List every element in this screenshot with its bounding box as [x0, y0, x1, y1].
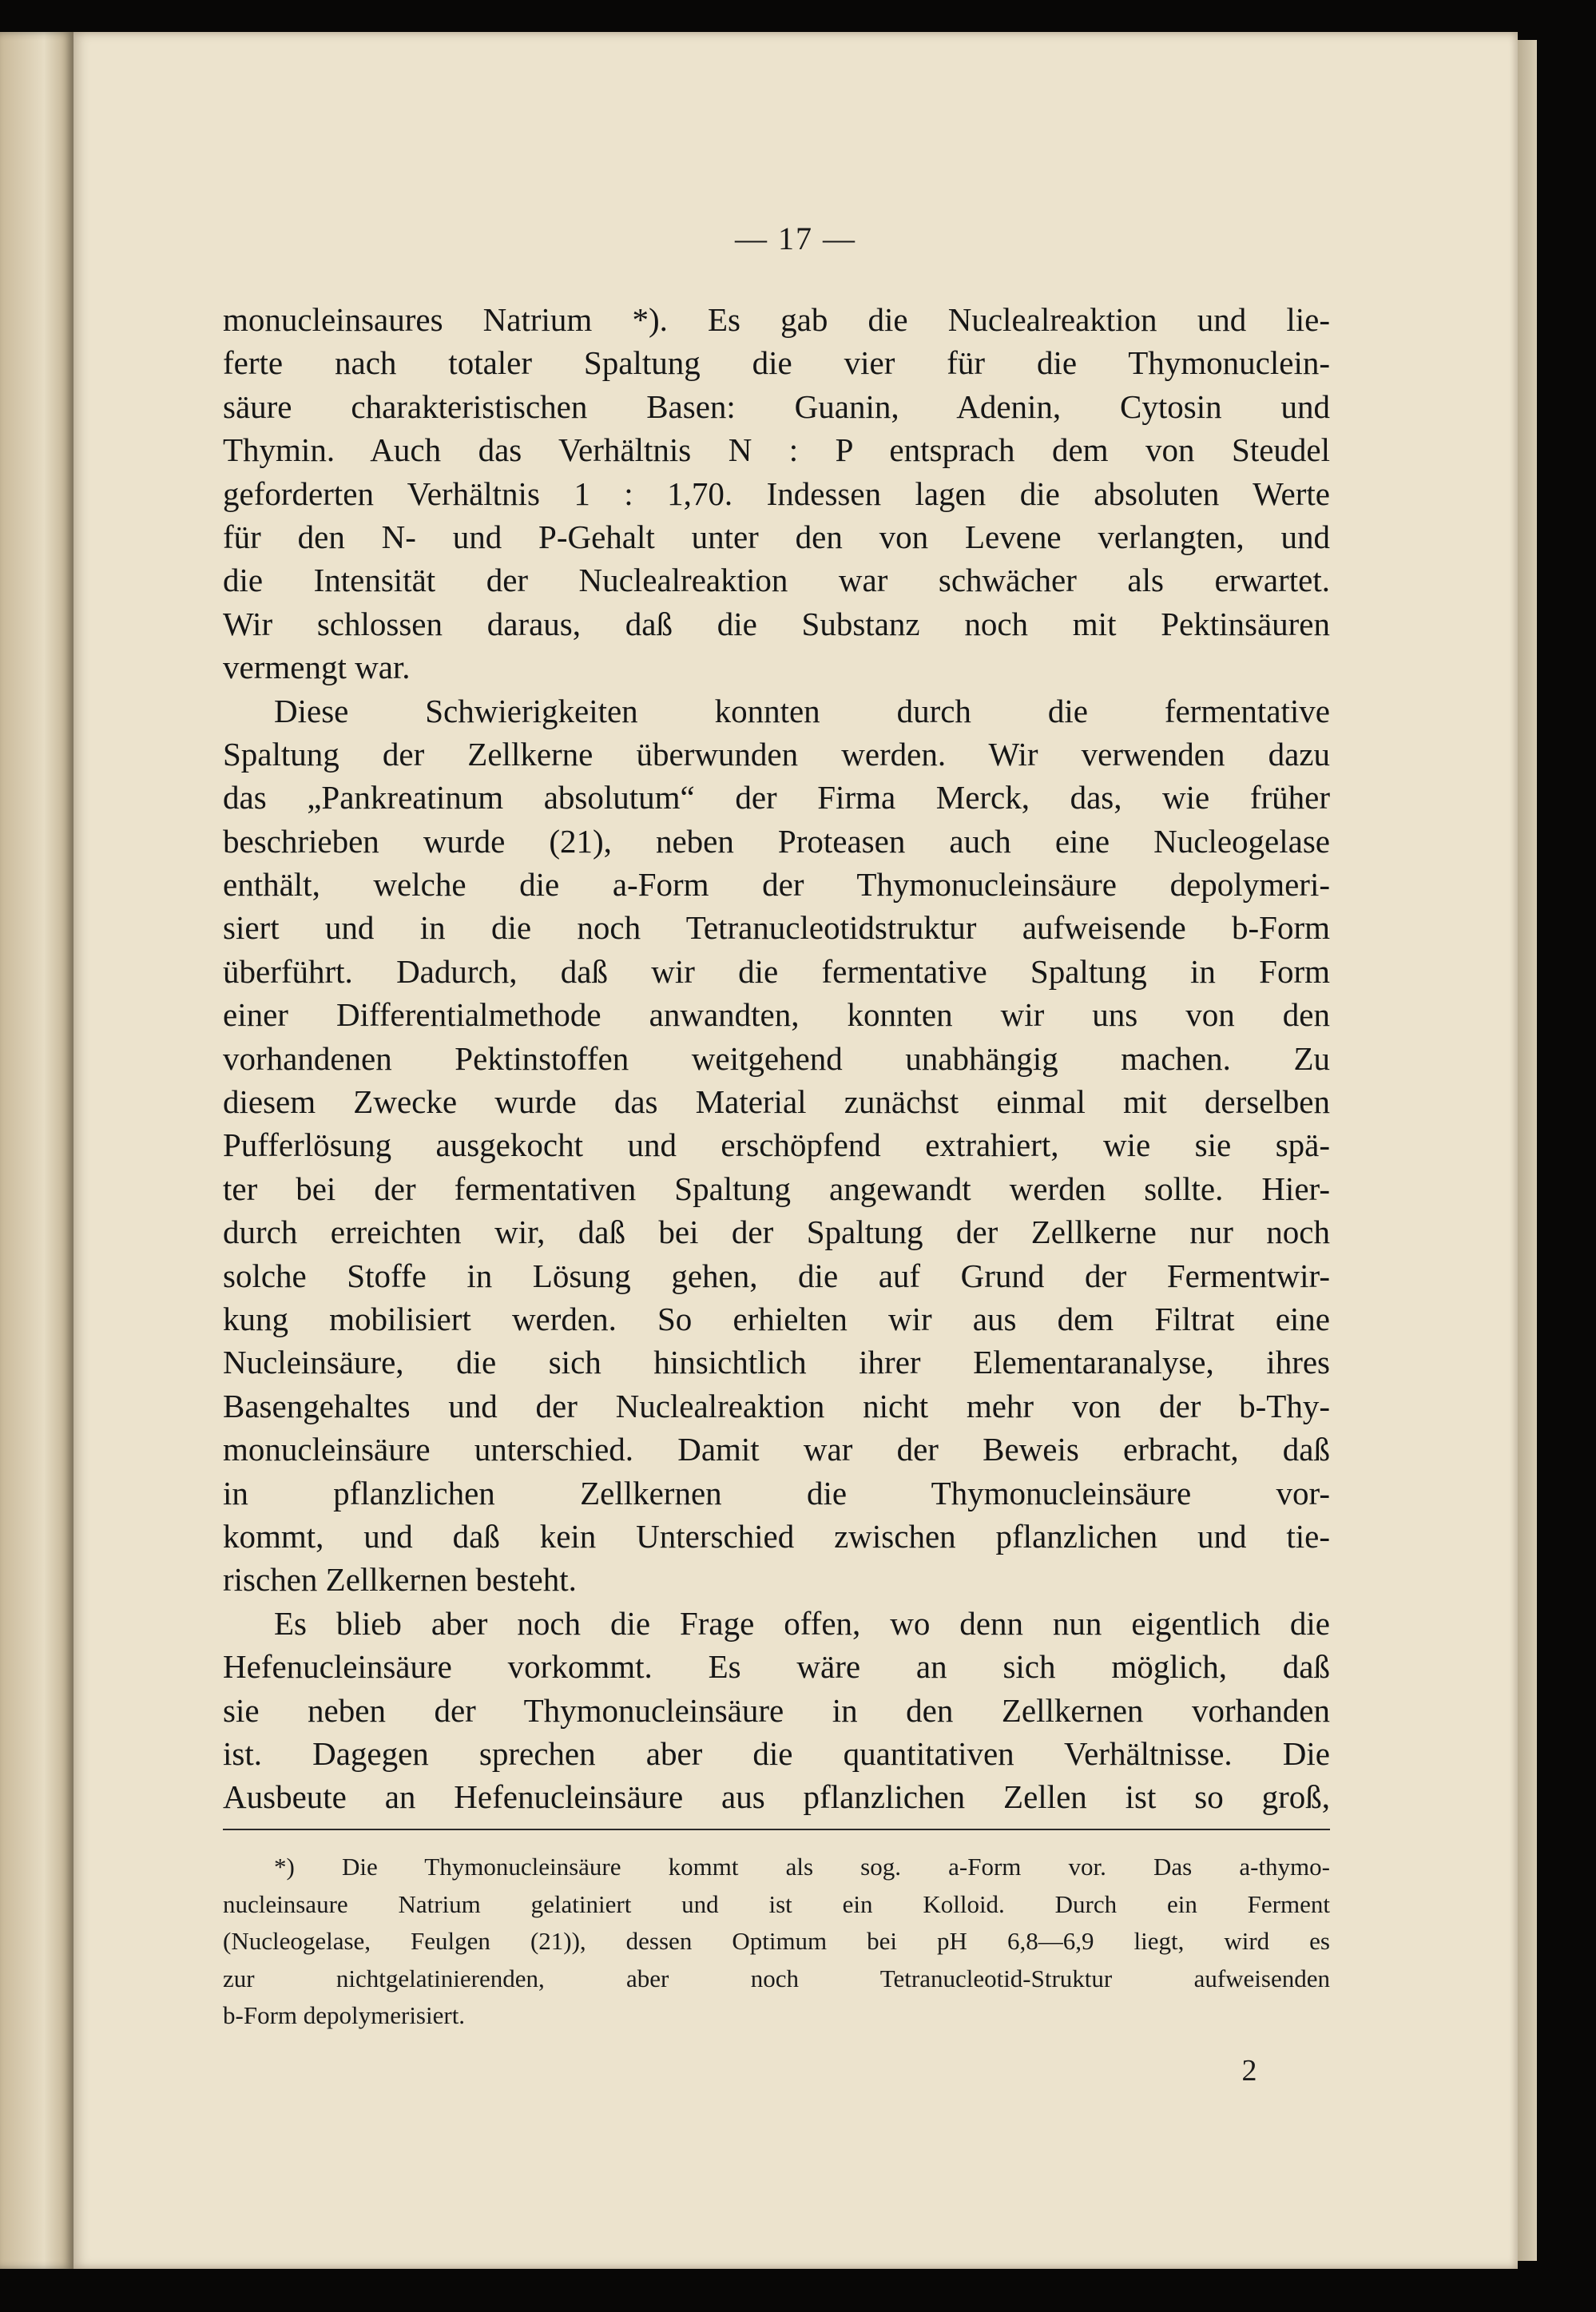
text-line: sie neben der Thymonucleinsäure in den Zellkernen vorhanden — [223, 1691, 1330, 1729]
text-line: Nucleinsäure, die sich hinsichtlich ihrer Elementaranalyse, ihres — [223, 1344, 1330, 1381]
text-line: ter bei der fermentativen Spaltung angewandt werden sollte. Hier- — [223, 1170, 1330, 1207]
text-line: durch erreichten wir, daß bei der Spaltung der Zellkerne nur noch — [223, 1214, 1330, 1251]
text-line: beschrieben wurde (21), neben Proteasen auch eine Nucleogelase — [223, 822, 1330, 860]
text-line: geforderten Verhältnis 1 : 1,70. Indessen lagen die absoluten Werte — [223, 475, 1330, 512]
text-line: diesem Zwecke wurde das Material zunächst einmal mit derselben — [223, 1083, 1330, 1121]
text-line: kung mobilisiert werden. So erhielten wir aus dem Filtrat eine — [223, 1300, 1330, 1337]
next-pages-edge — [1518, 40, 1537, 2261]
text-line: für den N- und P-Gehalt unter den von Levene verlangten, und — [223, 518, 1330, 555]
text-line: Diese Schwierigkeiten konnten durch die fermentative — [274, 692, 1330, 729]
footnote-divider — [223, 1829, 1330, 1830]
footnote-line: nucleinsaure Natrium gelatiniert und ist ein Kolloid. Durch ein Ferment — [223, 1889, 1330, 1918]
footnote-line: *) Die Thymonucleinsäure kommt als sog. a-Form vor. Das a-thymo- — [274, 1853, 1330, 1881]
text-line: Basengehaltes und der Nuclealreaktion nicht mehr von der b-Thy- — [223, 1387, 1330, 1424]
text-line: Ausbeute an Hefenucleinsäure aus pflanzlichen Zellen ist so groß, — [223, 1778, 1330, 1816]
text-line: einer Differentialmethode anwandten, konnten wir uns von den — [223, 996, 1330, 1034]
text-line: Spaltung der Zellkerne überwunden werden. Wir verwenden dazu — [223, 735, 1330, 773]
text-line: monucleinsaures Natrium *). Es gab die Nuclealreaktion und lie- — [223, 301, 1330, 338]
footnote-line: zur nichtgelatinierenden, aber noch Tetranucleotid-Struktur aufweisenden — [223, 1964, 1330, 1992]
text-line: Wir schlossen daraus, daß die Substanz noch mit Pektinsäuren — [223, 605, 1330, 642]
body-text — [223, 298, 1330, 1819]
text-line: ist. Dagegen sprechen aber die quantitativen Verhältnisse. Die — [223, 1734, 1330, 1772]
footnote — [223, 1849, 1330, 2035]
text-line: überführt. Dadurch, daß wir die fermentative Spaltung in Form — [223, 952, 1330, 990]
footnote-line: (Nucleogelase, Feulgen (21)), dessen Optimum bei pH 6,8—6,9 liegt, wird es — [223, 1927, 1330, 1955]
text-line: das „Pankreatinum absolutum“ der Firma Merck, das, wie früher — [223, 779, 1330, 816]
text-line: enthält, welche die a-Form der Thymonucleinsäure depolymeri- — [223, 866, 1330, 904]
book-page — [73, 32, 1518, 2269]
text-line: ferte nach totaler Spaltung die vier für die Thymonuclein- — [223, 344, 1330, 382]
text-line: siert und in die noch Tetranucleotidstruktur aufweisende b-Form — [223, 909, 1330, 947]
previous-page-edge — [0, 32, 73, 2269]
text-line: säure charakteristischen Basen: Guanin, Adenin, Cytosin und — [223, 387, 1330, 425]
text-line: solche Stoffe in Lösung gehen, die auf Grund der Fermentwir- — [223, 1257, 1330, 1294]
text-line: monucleinsäure unterschied. Damit war der Beweis erbracht, daß — [223, 1431, 1330, 1468]
text-line: Es blieb aber noch die Frage offen, wo denn nun eigentlich die — [274, 1604, 1330, 1642]
text-line: vermengt war. — [223, 649, 411, 686]
text-line: die Intensität der Nuclealreaktion war schwächer als erwartet. — [223, 562, 1330, 599]
text-line: Hefenucleinsäure vorkommt. Es wäre an sich möglich, daß — [223, 1648, 1330, 1686]
text-line: rischen Zellkernen besteht. — [223, 1561, 577, 1599]
footnote-line: b-Form depolymerisiert. — [223, 2001, 466, 2029]
text-line: Pufferlösung ausgekocht und erschöpfend extrahiert, wie sie spä- — [223, 1126, 1330, 1164]
page-number: — 17 — — [735, 220, 856, 256]
text-line: Thymin. Auch das Verhältnis N : P entsprach dem von Steudel — [223, 431, 1330, 469]
text-line: in pflanzlichen Zellkernen die Thymonucleinsäure vor- — [223, 1474, 1330, 1512]
signature-mark: 2 — [1241, 2054, 1257, 2088]
text-line: vorhandenen Pektinstoffen weitgehend unabhängig machen. Zu — [223, 1039, 1330, 1077]
text-line: kommt, und daß kein Unterschied zwischen pflanzlichen und tie- — [223, 1517, 1330, 1555]
